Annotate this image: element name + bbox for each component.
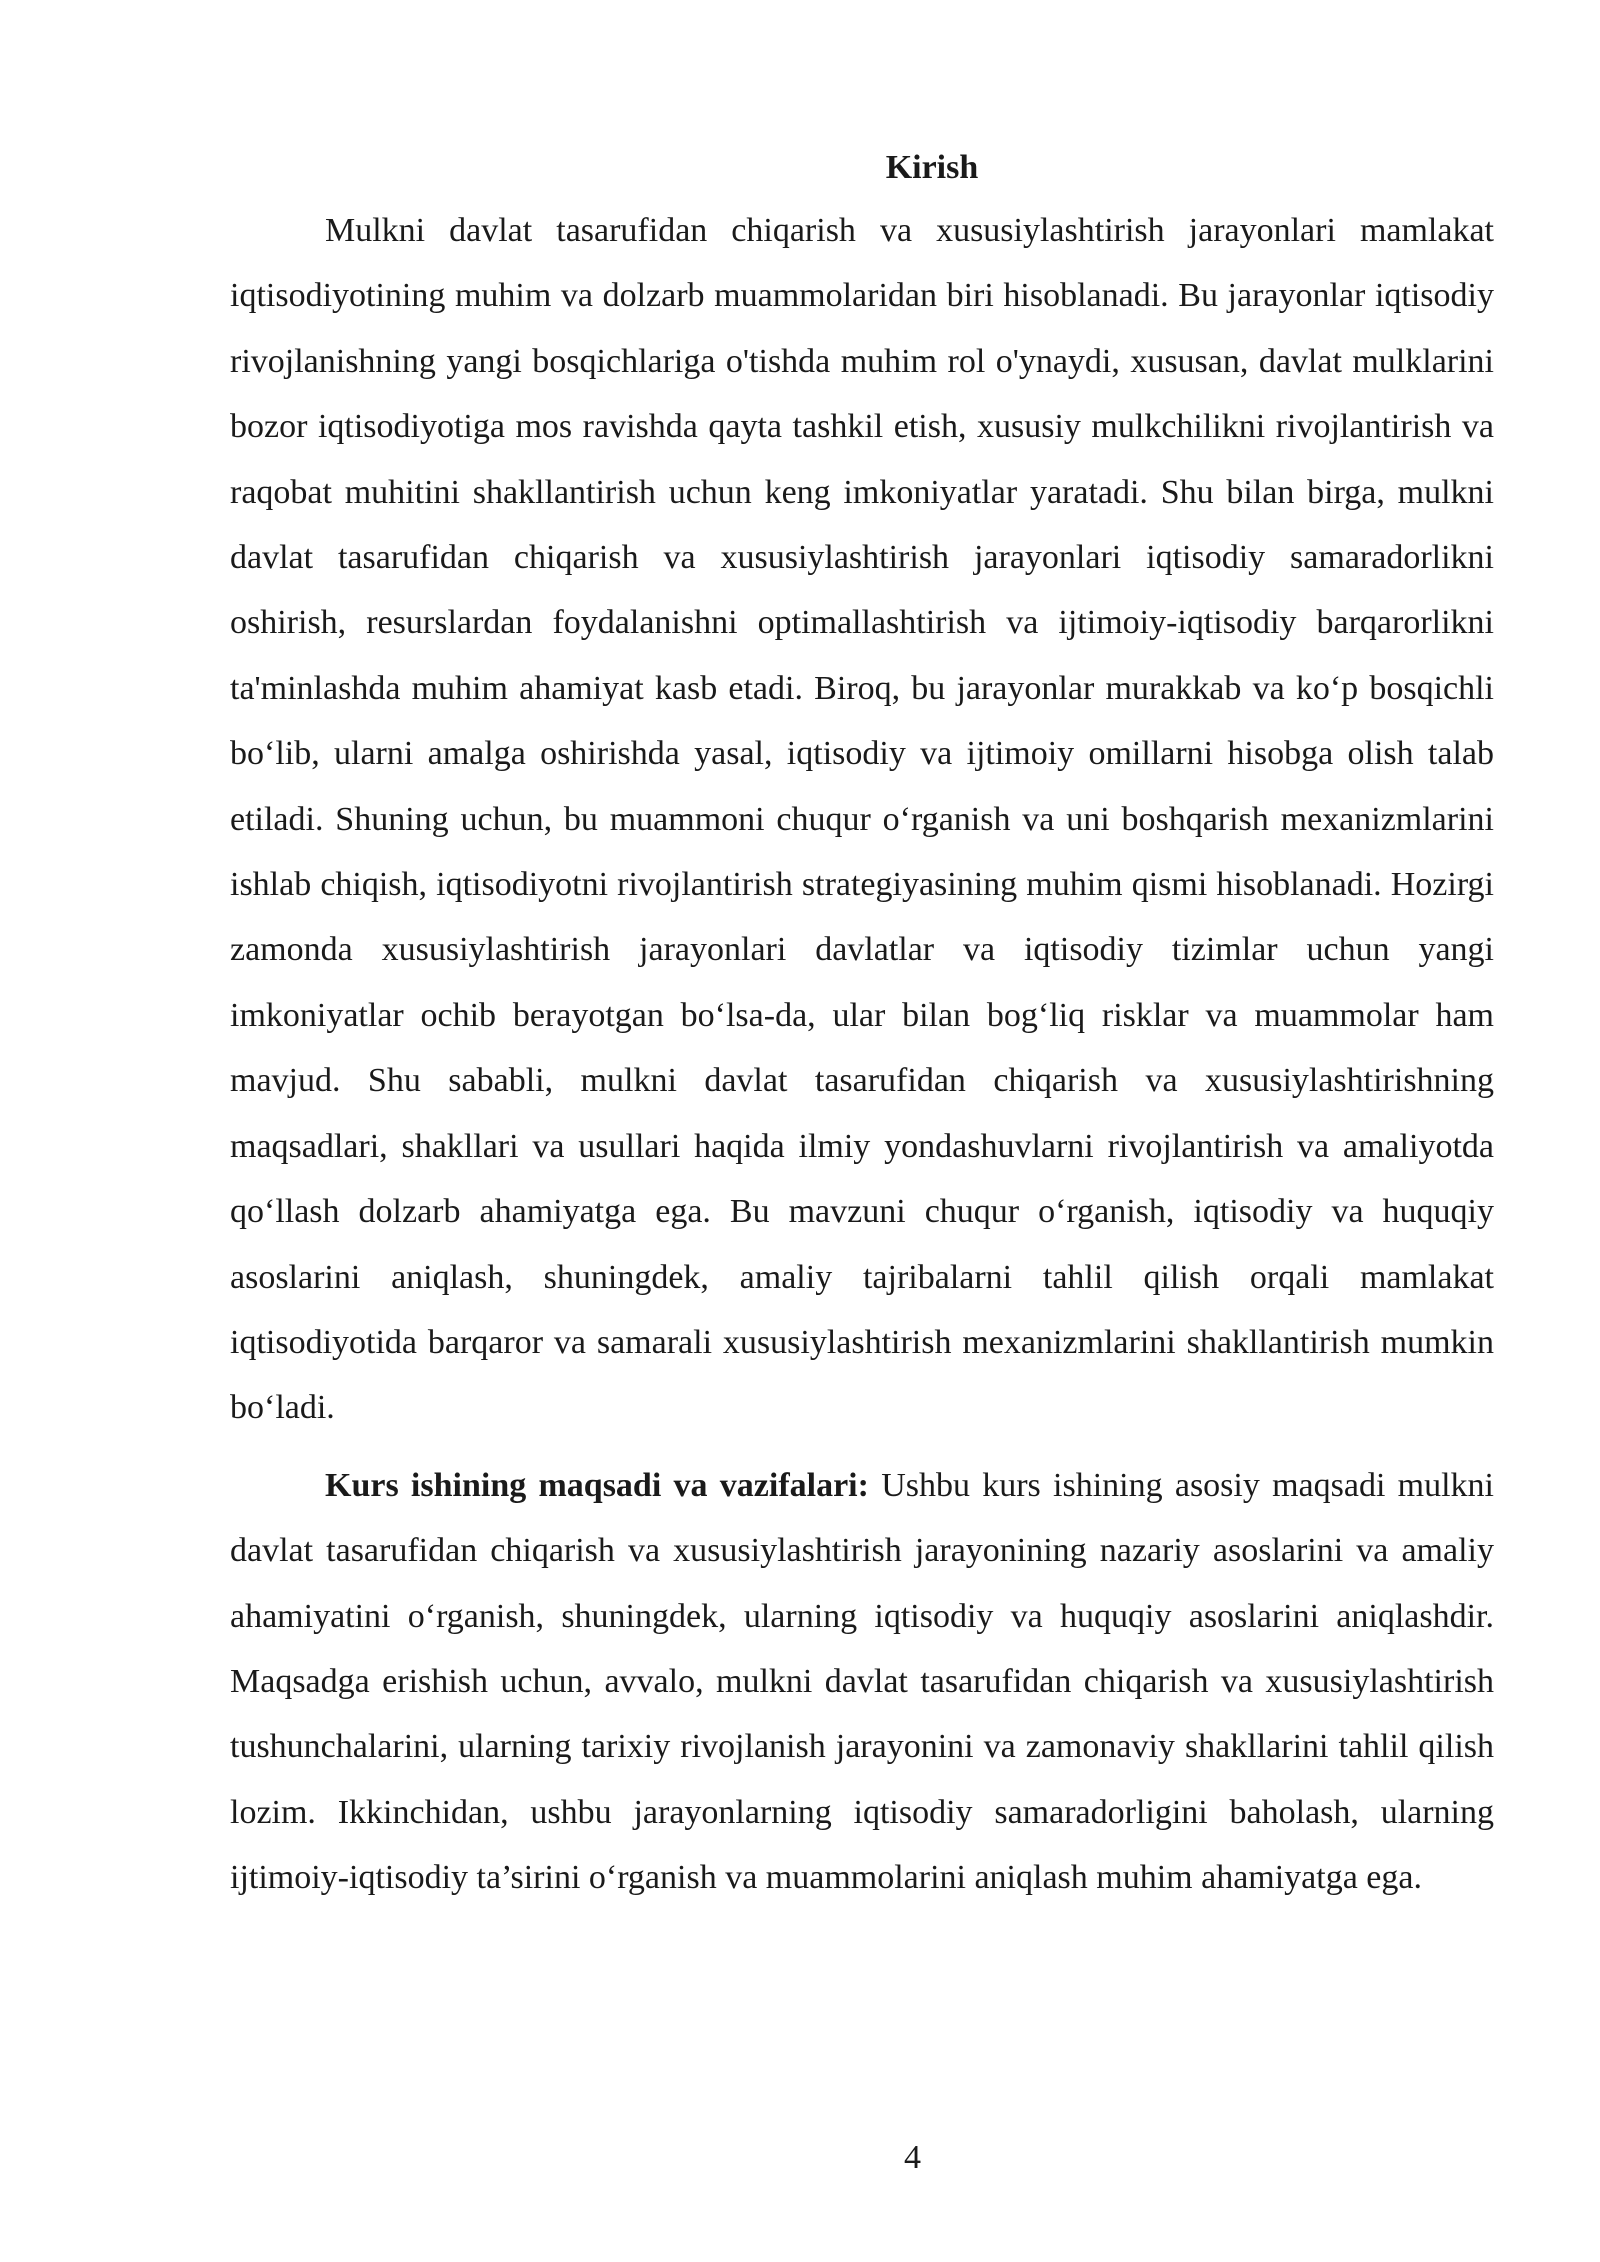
goals-paragraph-body: Ushbu kurs ishining asosiy maqsadi mulkni davlat tasarufidan chiqarish va xususiylashtirish jarayonining nazariy asoslarini va amaliy ahamiyatini o‘rganish, shuningdek, ularning iqtisodiy va huquqiy asoslarini aniqlashdir. Maqsadga erishish uchun, avvalo, mulkni davlat tasarufidan chiqarish va xususiylashtirish tushunchalarini, ularning tarixiy rivojlanish jarayonini va zamonaviy shakllarini tahlil qilish lozim. Ikkinchidan, ushbu jarayonlarning iqtisodiy samaradorligini baholash, ularning ijtimoiy-iqtisodiy ta’sirini o‘rganish va muammolarini aniqlash muhim ahamiyatga ega. bbox=[230, 1466, 1494, 1897]
intro-paragraph: Mulkni davlat tasarufidan chiqarish va xususiylashtirish jarayonlari mamlakat iqtisodiyotining muhim va dolzarb muammolaridan biri hisoblanadi. Bu jarayonlar iqtisodiy rivojlanishning yangi bosqichlariga o'tishda muhim rol o'ynaydi, xususan, davlat mulklarini bozor iqtisodiyotiga mos ravishda qayta tashkil etish, xususiy mulkchilikni rivojlantirish va raqobat muhitini shakllantirish uchun keng imkoniyatlar yaratadi. Shu bilan birga, mulkni davlat tasarufidan chiqarish va xususiylashtirish jarayonlari iqtisodiy samaradorlikni oshirish, resurslardan foydalanishni optimallashtirish va ijtimoiy-iqtisodiy barqarorlikni ta'minlashda muhim ahamiyat kasb etadi. Biroq, bu jarayonlar murakkab va ko‘p bosqichli bo‘lib, ularni amalga oshirishda yasal, iqtisodiy va ijtimoiy omillarni hisobga olish talab etiladi. Shuning uchun, bu muammoni chuqur o‘rganish va uni boshqarish mexanizmlarini ishlab chiqish, iqtisodiyotni rivojlantirish strategiyasining muhim qismi hisoblanadi. Hozirgi zamonda xususiylashtirish jarayonlari davlatlar va iqtisodiy tizimlar uchun yangi imkoniyatlar ochib berayotgan bo‘lsa-da, ular bilan bog‘liq risklar va muammolar ham mavjud. Shu sababli, mulkni davlat tasarufidan chiqarish va xususiylashtirishning maqsadlari, shakllari va usullari haqida ilmiy yondashuvlarni rivojlantirish va amaliyotda qo‘llash dolzarb ahamiyatga ega. Bu mavzuni chuqur o‘rganish, iqtisodiy va huquqiy asoslarini aniqlash, shuningdek, amaliy tajribalarni tahlil qilish orqali mamlakat iqtisodiyotida barqaror va samarali xususiylashtirish mexanizmlarini shakllantirish mumkin bo‘ladi. bbox=[230, 212, 1494, 1427]
goals-paragraph bbox=[230, 1453, 1494, 1911]
page-number: 4 bbox=[904, 2139, 921, 2176]
document-page bbox=[230, 150, 1494, 1911]
section-heading: Kirish bbox=[885, 149, 979, 186]
goals-paragraph-lead: Kurs ishining maqsadi va vazifalari: bbox=[325, 1466, 869, 1504]
